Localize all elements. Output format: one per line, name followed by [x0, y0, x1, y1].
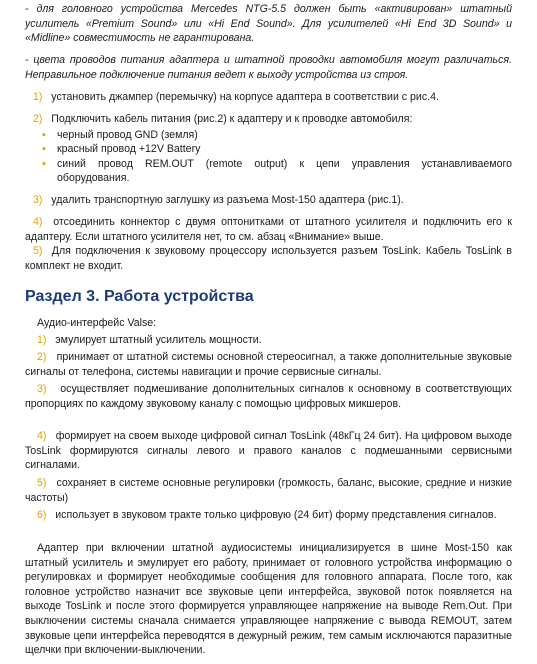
section-intro	[25, 316, 512, 331]
step-text: удалить транспортную заглушку из разъема Most-150 адаптера (рис.1).	[51, 194, 404, 206]
item-text: эмулирует штатный усилитель мощности.	[55, 334, 262, 346]
step-number: 4)	[33, 216, 43, 228]
closing-paragraph	[25, 541, 512, 658]
step-text: установить джампер (перемычку) на корпусе адаптера в соответствии с рис.4.	[51, 91, 439, 103]
item-number: 3)	[37, 383, 47, 395]
list-item: ▪ черный провод GND (земля)	[25, 128, 512, 143]
item-text: использует в звуковом тракте только цифровую (24 бит) форму представления сигналов.	[55, 509, 497, 521]
feature-2	[25, 350, 512, 379]
step-1	[25, 90, 512, 105]
step-number: 5)	[33, 245, 43, 257]
feature-6	[25, 508, 512, 523]
note-head-unit: - для головного устройства Mercedes NTG-5.5 должен быть «активирован» штатный усилитель «Premium Sound» или «Hi End Sound». Для усилителей «Hi End 3D Sound» и «Midline» совместимость не гарантирована.	[25, 3, 512, 45]
item-number: 2)	[37, 351, 47, 363]
item-number: 1)	[37, 334, 47, 346]
step-number: 3)	[33, 194, 43, 206]
step-number: 2)	[33, 113, 43, 125]
step-4	[25, 215, 512, 244]
item-text: осуществляет подмешивание дополнительных сигналов к основному в соответствующих пропорциях по каждому звуковому каналу с помощью цифровых микшеров.	[25, 383, 512, 410]
step-5	[25, 244, 512, 273]
item-text: сохраняет в системе основные регулировки (громкость, баланс, высокие, средние и низкие частоты)	[25, 477, 512, 504]
section-intro-text: Аудио-интерфейс Valse:	[37, 317, 157, 329]
closing-text: Адаптер при включении штатной аудиосистемы инициализируется в шине Most-150 как штатный усилитель и эмулирует его работу, принимает от головного устройства информацию о регулировках и формирует необходимые сообщения для головного аппарата. После того, как головное устройство назначит все звуковые цепи интерфейса, звуковой поток появляется на выходе TosLink и после этого формируется управляющее напряжение на выводе Rem.Out. При выключении системы сначала снимается управляющее напряжение с вывода REMOUT, затем звуковые цепи интерфейса переводятся в дежурный режим, тем самым исключаются паразитные щелчки при включении-выключении.	[25, 542, 512, 657]
item-number: 5)	[37, 477, 47, 489]
feature-4	[25, 429, 512, 473]
step-3	[25, 193, 512, 208]
item-number: 6)	[37, 509, 47, 521]
note-wire-colors: - цвета проводов питания адаптера и штатной проводки автомобиля могут различаться. Неправильное подключение питания ведет к выходу устройства из строя.	[25, 54, 512, 81]
step-text: Подключить кабель питания (рис.2) к адаптеру и к проводке автомобиля:	[51, 113, 413, 125]
item-text: формирует на своем выходе цифровой сигнал TosLink (48кГц 24 бит). На цифровом выходе TosLink формируются сигналы левого и правого каналов с подмешанными сервисными сигналами.	[25, 430, 512, 472]
item-text: принимает от штатной системы основной стереосигнал, а также дополнительные звуковые сигналы от телефона, системы навигации и прочие сервисные сигналы.	[25, 351, 512, 378]
feature-5	[25, 476, 512, 505]
list-item: ▪ красный провод +12V Battery	[25, 142, 512, 157]
feature-1	[25, 333, 512, 348]
step-text: отсоединить коннектор с двумя оптонитками от штатного усилителя и подключить его к адаптеру. Если штатного усилителя нет, то см. абзац «Внимание» выше.	[25, 216, 512, 243]
step-2	[25, 112, 512, 186]
step-number: 1)	[33, 91, 43, 103]
feature-3	[25, 382, 512, 411]
list-item: ▪ синий провод REM.OUT (remote output) к цепи управления устанавливаемого оборудования.	[25, 157, 512, 186]
step-text: Для подключения к звуковому процессору используется разъем TosLink. Кабель TosLink в комплект не входит.	[25, 245, 512, 272]
section-title: Раздел 3. Работа устройства	[25, 288, 254, 305]
item-number: 4)	[37, 430, 47, 442]
wire-list	[25, 128, 512, 186]
